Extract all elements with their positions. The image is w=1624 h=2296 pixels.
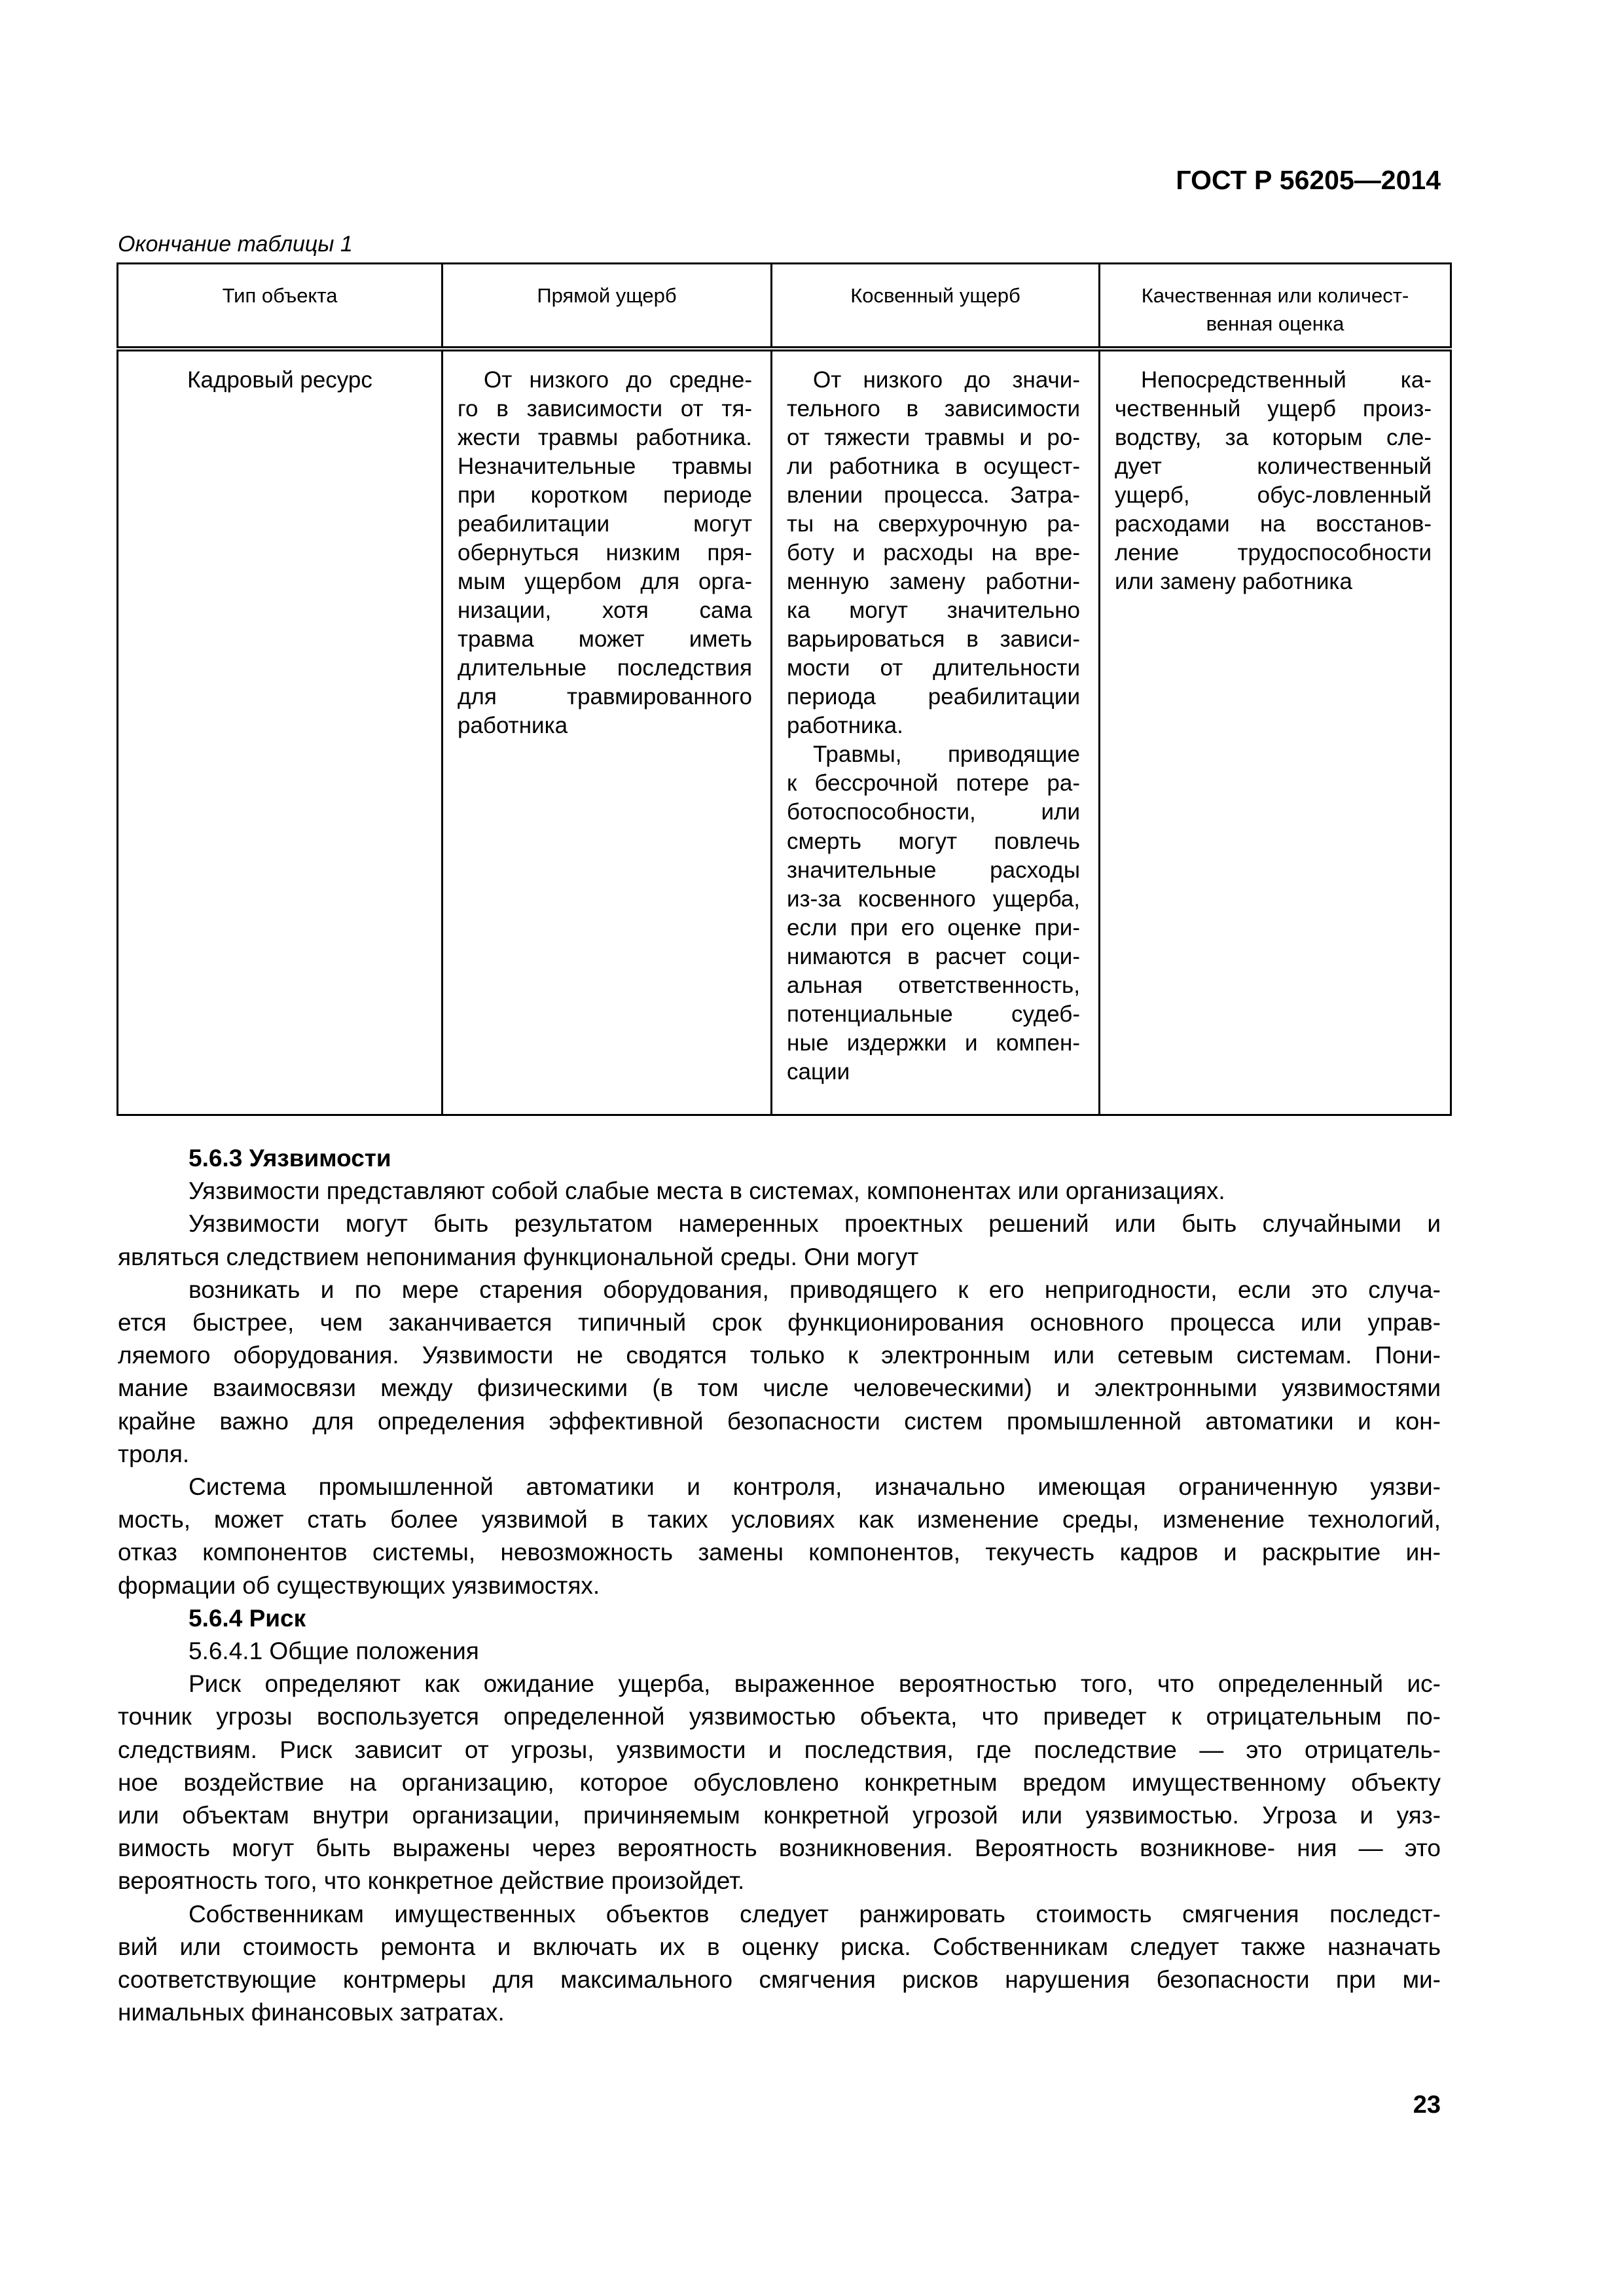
column-header xyxy=(442,264,772,349)
cell-line: работника. xyxy=(787,713,903,739)
cell-line: ные издержки и компен- xyxy=(787,1030,1080,1056)
cell-line: ка могут значительно xyxy=(787,598,1080,623)
cell-line: длительные последствия xyxy=(458,655,752,681)
page-number: 23 xyxy=(1413,2091,1441,2119)
column-header-line: Прямой ущерб xyxy=(537,284,677,307)
table-caption: Окончание таблицы 1 xyxy=(118,232,353,257)
paragraph-line: следствиям. Риск зависит от угрозы, уязвимости и последствия, где последствие — это отрицатель- xyxy=(118,1736,1441,1763)
paragraph-line: точник угрозы воспользуется определенной уязвимостью объекта, что приведет к отрицательным по- xyxy=(118,1703,1441,1731)
cell-line: ботоспособности, или xyxy=(787,799,1080,825)
paragraph-line: являться следствием непонимания функциональной среды. Они могут xyxy=(118,1243,919,1270)
cell-line: водству, за которым сле- xyxy=(1115,424,1432,450)
paragraph-line: Собственникам имущественных объектов следует ранжировать стоимость смягчения последст- xyxy=(189,1900,1441,1928)
paragraph-line: мость, может стать более уязвимой в таких условиях как изменение среды, изменение технологий, xyxy=(118,1506,1441,1534)
paragraph-line: Система промышленной автоматики и контроля, изначально имеющая ограниченную уязви- xyxy=(189,1473,1441,1501)
cell-line: из-за косвенного ущерба, xyxy=(787,886,1080,912)
cell-line: к бессрочной потере ра- xyxy=(787,770,1080,797)
paragraph xyxy=(118,1668,1441,1897)
paragraph-line: ется быстрее, чем заканчивается типичный срок функционирования основного процесса или управ- xyxy=(118,1309,1441,1336)
cell-line: Незначительные травмы xyxy=(458,453,752,479)
cell-line: менную замену работни- xyxy=(787,568,1080,594)
column-header-line: венная оценка xyxy=(1206,312,1344,335)
paragraph-line: троля. xyxy=(118,1440,190,1467)
paragraph-line: вий или стоимость ремонта и включать их в оценку риска. Собственникам следует также назначать xyxy=(118,1933,1441,1960)
cell-line: расходами на восстанов- xyxy=(1115,511,1432,537)
cell-line: для травмированного xyxy=(458,684,752,710)
cell-line: реабилитации могут xyxy=(458,511,752,537)
column-header xyxy=(772,264,1100,349)
cell-line: От низкого до значи- xyxy=(813,367,1080,393)
cell-line: низации, хотя сама xyxy=(458,598,752,623)
cell-line: чественный ущерб произ- xyxy=(1115,395,1432,422)
cell-line: Травмы, приводящие xyxy=(813,742,1080,768)
paragraph-line: вимость могут быть выражены через вероятность возникновения. Вероятность возникнове- ния — это xyxy=(118,1835,1441,1862)
paragraph-line: отказ компонентов системы, невозможность замены компонентов, текучесть кадров и раскрытие ин- xyxy=(118,1539,1441,1566)
cell-line: тельного в зависимости xyxy=(787,395,1080,422)
section-heading xyxy=(118,1142,1441,1175)
cell-line: нимаются в расчет соци- xyxy=(787,943,1080,969)
paragraph-line: Уязвимости представляют собой слабые места в системах, компонентах или организациях. xyxy=(189,1177,1225,1205)
paragraph-line: соответствующие контрмеры для максимального смягчения рисков нарушения безопасности при ми- xyxy=(118,1966,1441,1994)
paragraph xyxy=(118,1898,1441,2030)
table-cell xyxy=(442,349,772,1115)
cell-line: Кадровый ресурс xyxy=(187,367,372,393)
damage-table xyxy=(117,262,1452,1116)
cell-line: ли работника в осущест- xyxy=(787,453,1080,479)
cell-line: ущерб, обус-ловленный xyxy=(1115,482,1432,508)
object-type-cell xyxy=(118,349,442,1115)
cell-line: го в зависимости от тя- xyxy=(458,395,752,422)
cell-line: потенциальные судеб- xyxy=(787,1001,1080,1027)
cell-line: обернуться низким пря- xyxy=(458,539,752,565)
table-cell xyxy=(772,349,1100,1115)
cell-line: или замену работника xyxy=(1115,568,1352,594)
paragraph-line: формации об существующих уязвимостях. xyxy=(118,1571,600,1599)
cell-line: при коротком периоде xyxy=(458,482,752,508)
paragraph-line: ное воздействие на организацию, которое обусловлено конкретным вредом имущественному объекту xyxy=(118,1768,1441,1796)
paragraph xyxy=(118,1175,1441,1208)
column-header-line: Качественная или количест- xyxy=(1141,284,1409,307)
cell-line: жести травмы работника. xyxy=(458,424,752,450)
heading-text: 5.6.4 Риск xyxy=(189,1604,306,1632)
table-header-row xyxy=(118,264,1451,349)
cell-line: боту и расходы на вре- xyxy=(787,539,1080,565)
paragraph-line: вероятность того, что конкретное действие произойдет. xyxy=(118,1867,745,1895)
cell-line: сации xyxy=(787,1059,850,1085)
cell-line: работника xyxy=(458,713,568,739)
paragraph-line: Уязвимости могут быть результатом намеренных проектных решений или быть случайными и xyxy=(189,1210,1441,1238)
paragraph-line: ляемого оборудования. Уязвимости не сводятся только к электронным или сетевым системам. Пони- xyxy=(118,1342,1441,1369)
body-text xyxy=(118,1142,1441,2029)
cell-line: альная ответственность, xyxy=(787,972,1080,998)
cell-line: влении процесса. Затра- xyxy=(787,482,1080,508)
cell-line: мости от длительности xyxy=(787,655,1080,681)
cell-line: значительные расходы xyxy=(787,857,1080,883)
cell-line: от тяжести травмы и ро- xyxy=(787,424,1080,450)
column-header xyxy=(118,264,442,349)
cell-line: ление трудоспособности xyxy=(1115,539,1432,565)
paragraph xyxy=(118,1471,1441,1602)
heading-text: 5.6.4.1 Общие положения xyxy=(189,1638,479,1665)
section-heading xyxy=(118,1635,1441,1668)
cell-line: От низкого до средне- xyxy=(484,367,752,393)
heading-text: 5.6.3 Уязвимости xyxy=(189,1145,391,1172)
paragraph xyxy=(118,1208,1441,1273)
cell-line: если при его оценке при- xyxy=(787,914,1080,941)
cell-line: дует количественный xyxy=(1115,453,1432,479)
cell-line: мым ущербом для орга- xyxy=(458,568,752,594)
cell-line: травма может иметь xyxy=(458,626,752,653)
paragraph-line: мание взаимосвязи между физическими (в том числе человеческими) и электронными уязвимостями xyxy=(118,1374,1441,1402)
paragraph-line: возникать и по мере старения оборудования, приводящего к его непригодности, если это случа- xyxy=(189,1276,1441,1303)
column-header-line: Косвенный ущерб xyxy=(850,284,1020,307)
table-cell xyxy=(1100,349,1451,1115)
cell-line: смерть могут повлечь xyxy=(787,828,1080,854)
cell-line: Непосредственный ка- xyxy=(1141,367,1432,393)
column-header-line: Тип объекта xyxy=(222,284,338,307)
cell-line: ты на сверхурочную ра- xyxy=(787,511,1080,537)
column-header xyxy=(1100,264,1451,349)
paragraph xyxy=(118,1274,1441,1471)
paragraph-line: Риск определяют как ожидание ущерба, выраженное вероятностью того, что определенный ис- xyxy=(189,1670,1441,1698)
document-code: ГОСТ Р 56205—2014 xyxy=(1176,165,1441,195)
paragraph-line: или объектам внутри организации, причиняемым конкретной угрозой или уязвимостью. Угроза и уяз- xyxy=(118,1802,1441,1829)
cell-line: периода реабилитации xyxy=(787,684,1080,710)
paragraph-line: нимальных финансовых затратах. xyxy=(118,1999,505,2026)
cell-line: варьироваться в зависи- xyxy=(787,626,1080,653)
paragraph-line: крайне важно для определения эффективной безопасности систем промышленной автоматики и кон- xyxy=(118,1407,1441,1435)
table-row xyxy=(118,349,1451,1115)
section-heading xyxy=(118,1602,1441,1635)
